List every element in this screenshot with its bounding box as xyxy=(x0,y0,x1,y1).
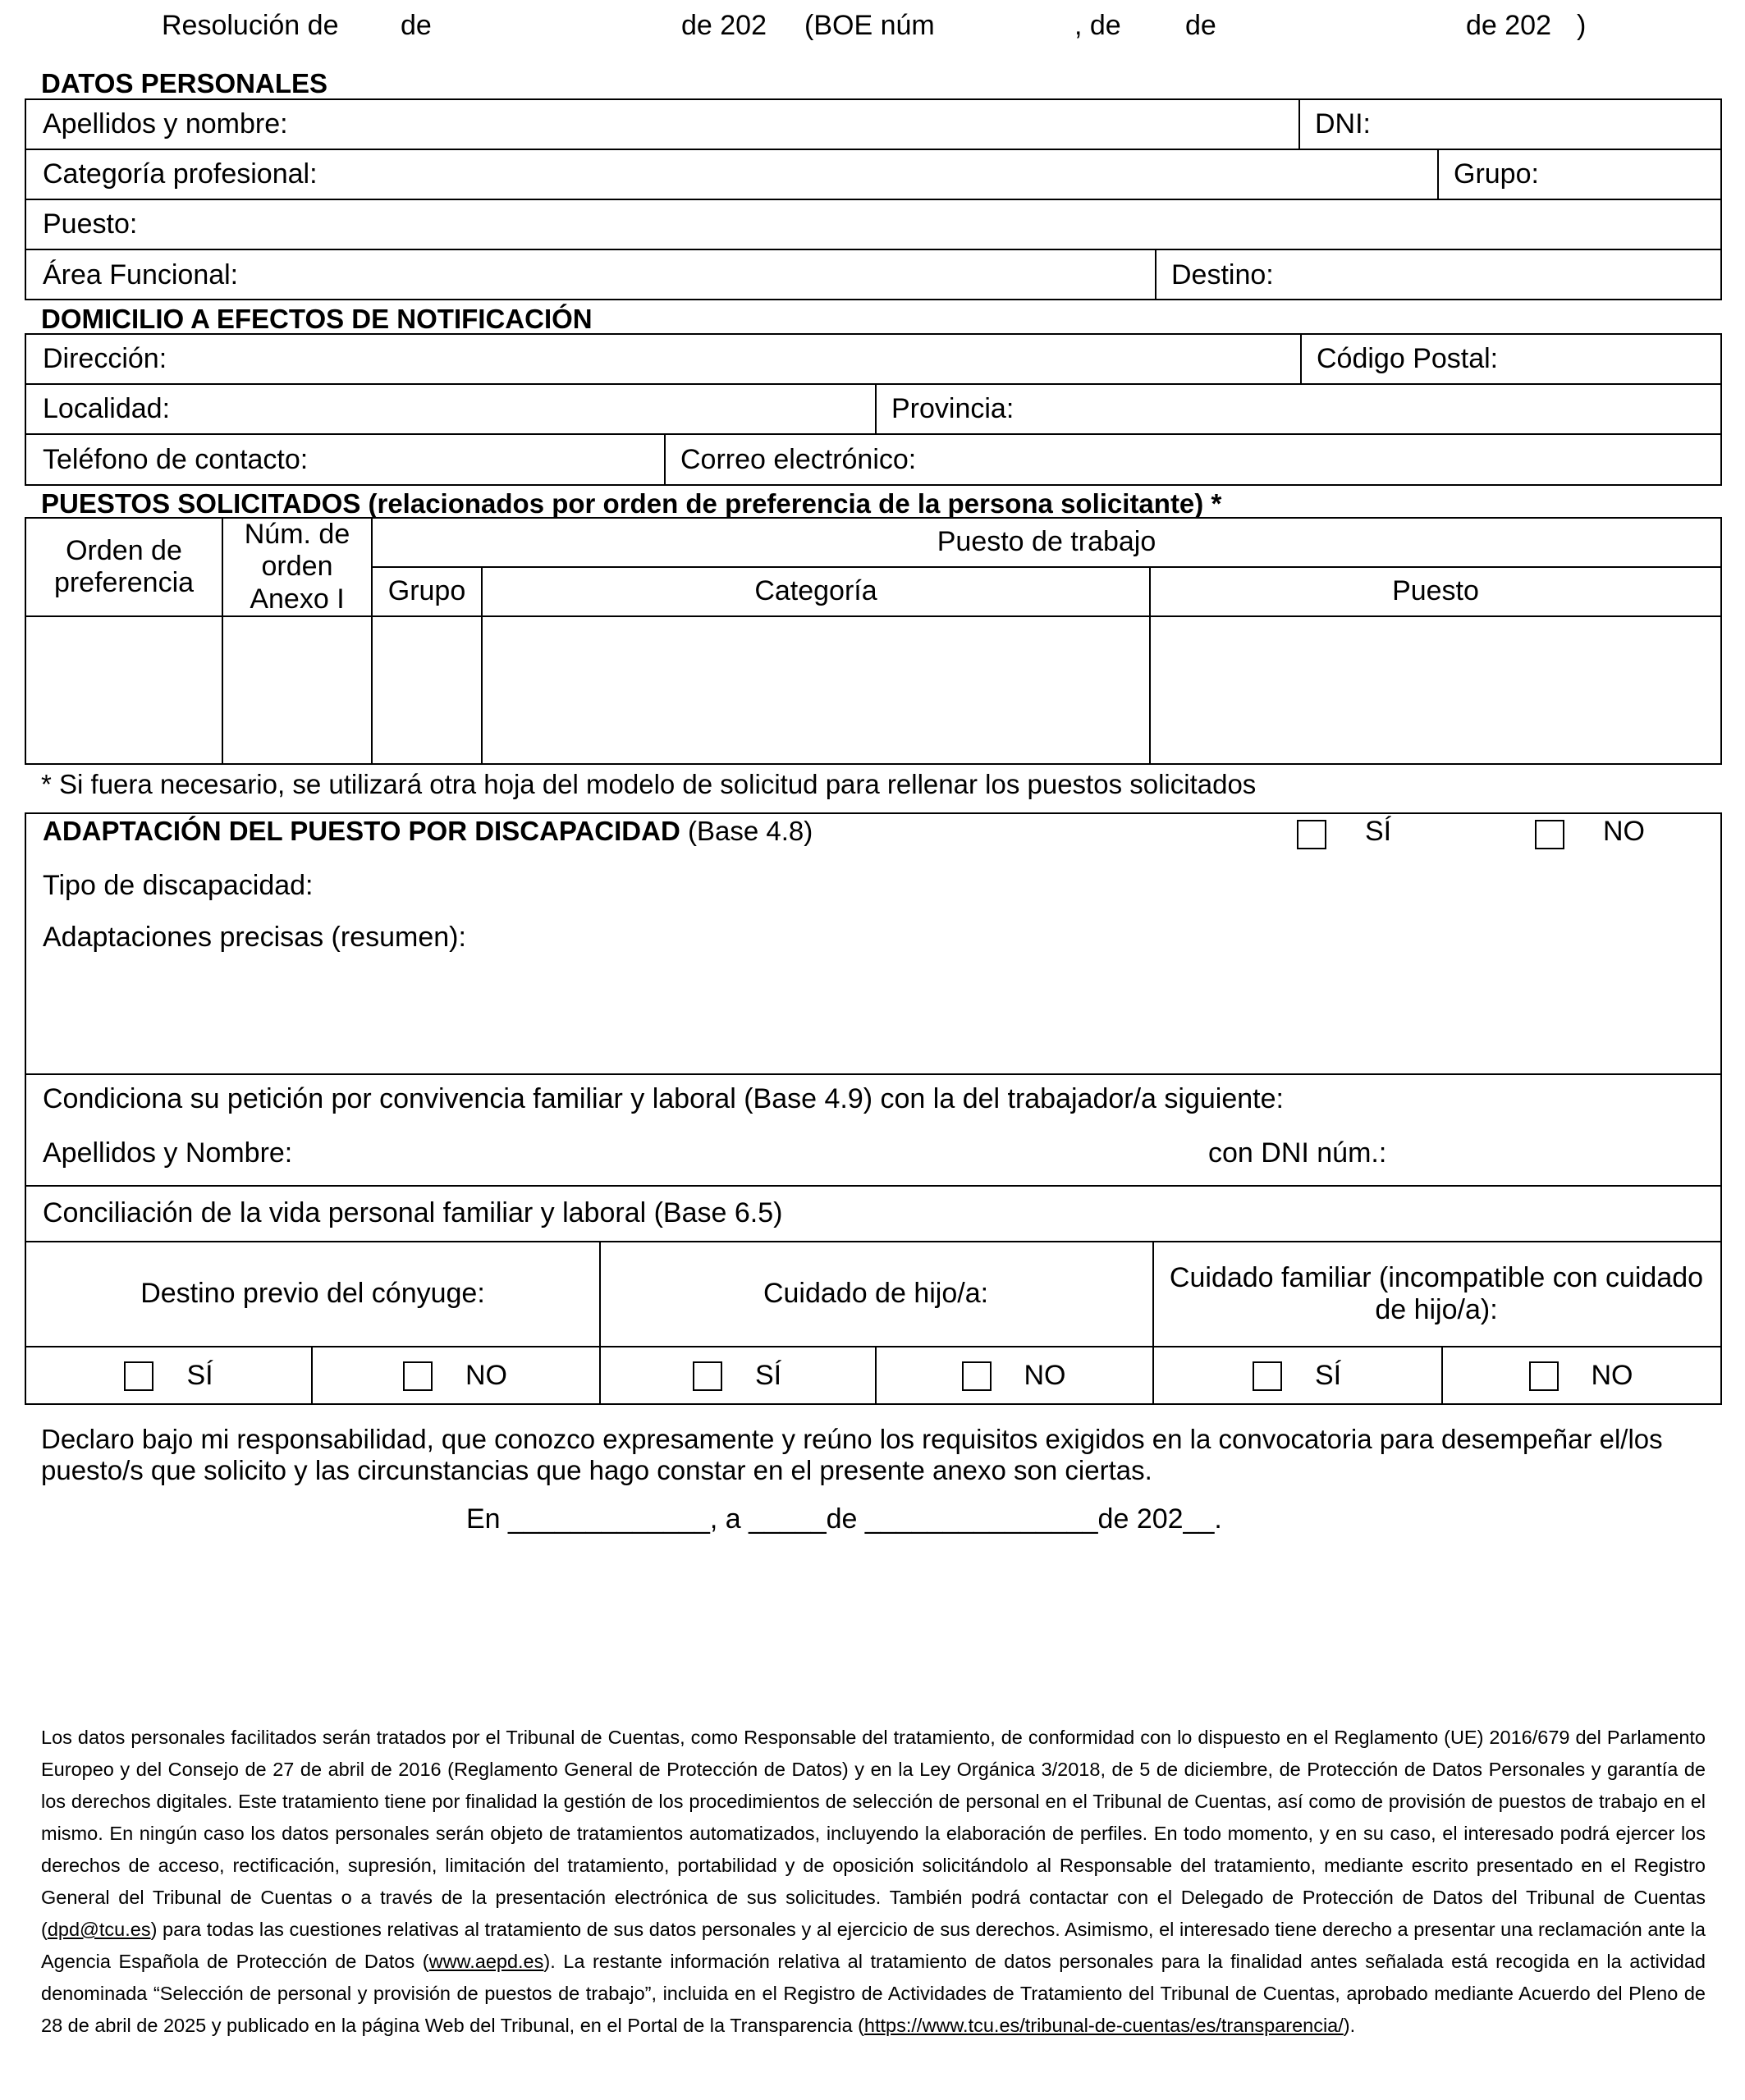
correo-field[interactable] xyxy=(664,435,1720,486)
hijo-no-option[interactable] xyxy=(875,1347,1152,1405)
col-puesto-trabajo-label: Puesto de trabajo xyxy=(937,526,1156,558)
provincia-field[interactable] xyxy=(875,385,1720,433)
cell-grupo[interactable] xyxy=(373,617,483,763)
hijo-si-label: SÍ xyxy=(754,1360,782,1392)
datos-personales-table xyxy=(25,98,1722,300)
conciliacion-cell xyxy=(26,1187,1720,1241)
correo-label: Correo electrónico: xyxy=(680,444,917,476)
conyuge-si-option[interactable] xyxy=(26,1347,311,1405)
col-categoria-label: Categoría xyxy=(754,575,877,607)
condiciona-apellidos-label: Apellidos y Nombre: xyxy=(43,1137,293,1169)
familiar-no-label: NO xyxy=(1591,1360,1633,1392)
header-boe: (BOE núm xyxy=(804,10,935,41)
row-apellidos xyxy=(26,100,1720,150)
destino-conyuge-header xyxy=(26,1242,599,1346)
conyuge-no-label: NO xyxy=(465,1360,507,1392)
header-de-1: de xyxy=(401,10,432,41)
adaptacion-si-label: SÍ xyxy=(1365,816,1392,847)
declaracion-text: Declaro bajo mi responsabilidad, que conozco expresamente y reúno los requisitos exigidos en la convocatoria para desempeñar el/los puesto/s que solicito y las circunstancias que hago constar en el presente anexo son ciertas. xyxy=(41,1424,1663,1485)
privacy-text-1: Los datos personales facilitados serán tratados por el Tribunal de Cuentas, como Responsable del tratamiento, de conformidad con lo dispuesto en el Reglamento (UE) 2016/679 del Parlamento Europeo y del Consejo de 27 de abril de 2016 (Reglamento General de Protección de Datos) y en la Ley Orgánica 3/2018, de 5 de diciembre, de Protección de Datos Personales y garantía de los derechos digitales. Este tratamiento tiene por finalidad la gestión de los procedimientos de selección de personal en el Tribunal de Cuentas, así como de provisión de puestos de trabajo en el mismo. En ningún caso los datos personales serán objeto de tratamientos automatizados, incluyendo la elaboración de perfiles. En todo momento, y en su caso, el interesado podrá ejercer los derechos de acceso, rectificación, supresión, limitación del tratamiento, portabilidad y de oposición solicitándolo al Responsable del tratamiento, mediante escrito presentado en el Registro General del Tribunal de Cuentas o a través de la presentación electrónica de sus solicitudes. También podrá contactar con el Delegado de Protección de Datos del Tribunal de Cuentas ( xyxy=(41,1727,1706,1940)
row-puesto xyxy=(26,200,1720,250)
adaptacion-no-checkbox[interactable] xyxy=(1535,817,1564,849)
direccion-label: Dirección: xyxy=(43,342,167,374)
telefono-field[interactable] xyxy=(26,435,664,486)
cuidado-hijo-label: Cuidado de hijo/a: xyxy=(763,1278,989,1310)
condiciona-label: Condiciona su petición por convivencia familiar y laboral (Base 4.9) con la del trabajador/a siguiente: xyxy=(43,1083,1284,1114)
adaptacion-title xyxy=(43,816,813,847)
privacy-aepd-link[interactable]: www.aepd.es xyxy=(428,1951,544,1972)
header-comma-de: , de xyxy=(1074,10,1121,41)
telefono-label: Teléfono de contacto: xyxy=(43,444,309,476)
header-resolucion: Resolución de xyxy=(162,10,339,41)
row-telefono xyxy=(26,435,1720,486)
direccion-field[interactable] xyxy=(26,335,1300,383)
col-grupo-header xyxy=(373,568,483,617)
privacy-transparency-link[interactable]: https://www.tcu.es/tribunal-de-cuentas/es/transparencia/ xyxy=(863,2015,1344,2036)
dni-label: DNI: xyxy=(1315,108,1371,140)
conciliacion-checkbox-row xyxy=(26,1347,1720,1405)
conciliacion-options-header xyxy=(26,1242,1720,1347)
col-orden-label: Orden de preferencia xyxy=(53,534,195,598)
adaptacion-table xyxy=(25,812,1722,1405)
privacy-text-4: ). xyxy=(1343,2015,1356,2036)
adaptacion-no-label: NO xyxy=(1603,816,1645,847)
codigo-postal-label: Código Postal: xyxy=(1317,342,1499,374)
cuidado-familiar-label: Cuidado familiar (incompatible con cuidado de hijo/a): xyxy=(1169,1261,1704,1325)
hijo-no-checkbox[interactable] xyxy=(962,1361,992,1391)
hijo-si-checkbox[interactable] xyxy=(693,1361,722,1391)
col-categoria-header xyxy=(483,568,1151,617)
codigo-postal-field[interactable] xyxy=(1300,335,1720,383)
destino-conyuge-label: Destino previo del cónyuge: xyxy=(140,1278,485,1310)
hijo-no-label: NO xyxy=(1024,1360,1066,1392)
adaptacion-section xyxy=(26,814,1720,1075)
adaptacion-si-checkbox[interactable] xyxy=(1297,817,1326,849)
familiar-no-checkbox[interactable] xyxy=(1529,1361,1559,1391)
familiar-si-option[interactable] xyxy=(1152,1347,1441,1405)
adaptacion-title-bold: ADAPTACIÓN DEL PUESTO POR DISCAPACIDAD xyxy=(43,816,680,846)
area-field[interactable] xyxy=(26,250,1155,300)
header-de-202-b: de 202 xyxy=(1466,10,1551,41)
col-puesto-trabajo-header xyxy=(373,519,1720,568)
header-de-202-a: de 202 xyxy=(681,10,767,41)
section-title-puestos: PUESTOS SOLICITADOS (relacionados por orden de preferencia de la persona solicitante) * xyxy=(41,488,1222,519)
lugar-fecha-line: En _____________, a _____de _______________de 202__. xyxy=(466,1503,1222,1535)
condiciona-section xyxy=(26,1075,1720,1187)
categoria-field[interactable] xyxy=(26,150,1437,199)
cell-orden[interactable] xyxy=(26,617,223,763)
destino-field[interactable] xyxy=(1155,250,1720,300)
localidad-field[interactable] xyxy=(26,385,875,433)
cuidado-familiar-header xyxy=(1152,1242,1720,1346)
adaptacion-title-base: (Base 4.8) xyxy=(680,816,813,846)
conciliacion-label: Conciliación de la vida personal familiar y laboral (Base 6.5) xyxy=(43,1197,783,1229)
col-grupo-label: Grupo xyxy=(387,575,466,607)
section-title-domicilio: DOMICILIO A EFECTOS DE NOTIFICACIÓN xyxy=(41,304,593,334)
col-num-header xyxy=(223,519,373,617)
provincia-label: Provincia: xyxy=(891,392,1014,424)
apellidos-field[interactable] xyxy=(26,100,1298,149)
privacy-email-link[interactable]: dpd@tcu.es xyxy=(47,1919,151,1940)
puesto-field[interactable] xyxy=(26,200,1720,249)
privacy-text-2: ) para todas las cuestiones relativas al tratamiento de sus datos personales y al ejercicio de sus derechos. Asimismo, el interesado tiene derecho a presentar una reclamación ante la Agencia Española de Protección de Datos ( xyxy=(41,1919,1706,1972)
header-de-2: de xyxy=(1185,10,1216,41)
section-title-datos-personales: DATOS PERSONALES xyxy=(41,68,327,98)
header-close: ) xyxy=(1577,10,1587,41)
col-puesto-header xyxy=(1151,568,1720,617)
row-area xyxy=(26,250,1720,300)
condiciona-dni-label: con DNI núm.: xyxy=(1208,1137,1387,1169)
grupo-field[interactable] xyxy=(1437,150,1720,199)
grupo-label: Grupo: xyxy=(1454,158,1539,190)
tipo-discapacidad-label: Tipo de discapacidad: xyxy=(43,870,314,901)
conyuge-no-option[interactable] xyxy=(311,1347,599,1405)
conyuge-no-checkbox[interactable] xyxy=(403,1361,433,1391)
familiar-si-label: SÍ xyxy=(1314,1360,1342,1392)
area-label: Área Funcional: xyxy=(43,258,239,291)
col-orden-header xyxy=(26,519,223,617)
conyuge-si-checkbox[interactable] xyxy=(124,1361,153,1391)
cell-num[interactable] xyxy=(223,617,373,763)
conciliacion-section xyxy=(26,1187,1720,1242)
destino-label: Destino: xyxy=(1171,258,1274,291)
familiar-no-option[interactable] xyxy=(1441,1347,1720,1405)
privacy-notice xyxy=(41,1722,1706,2042)
localidad-label: Localidad: xyxy=(43,392,171,424)
categoria-label: Categoría profesional: xyxy=(43,158,318,190)
row-localidad xyxy=(26,385,1720,435)
row-direccion xyxy=(26,335,1720,385)
dni-field[interactable] xyxy=(1298,100,1720,149)
domicilio-table xyxy=(25,333,1722,486)
puestos-footnote: * Si fuera necesario, se utilizará otra hoja del modelo de solicitud para rellenar los puestos solicitados xyxy=(41,769,1257,799)
cell-puesto[interactable] xyxy=(1151,617,1720,763)
cuidado-hijo-header xyxy=(599,1242,1152,1346)
puestos-table xyxy=(25,517,1722,765)
row-categoria xyxy=(26,150,1720,200)
apellidos-label: Apellidos y nombre: xyxy=(43,108,288,140)
adaptaciones-label: Adaptaciones precisas (resumen): xyxy=(43,922,466,953)
familiar-si-checkbox[interactable] xyxy=(1253,1361,1282,1391)
cell-categoria[interactable] xyxy=(483,617,1151,763)
col-puesto-label: Puesto xyxy=(1392,575,1479,607)
privacy-text-3: ). La restante información relativa al tratamiento de datos personales para la finalidad antes señalada está recogida en la actividad denominada “Selección de personal y provisión de puestos de trabajo”, incluida en el Registro de Actividades de Tratamiento del Tribunal de Cuentas, aprobado mediante Acuerdo del Pleno de 28 de abril de 2025 y publicado en la página Web del Tribunal, en el Portal de la Transparencia ( xyxy=(41,1951,1706,2036)
col-num-label: Núm. de orden Anexo I xyxy=(244,519,350,615)
hijo-si-option[interactable] xyxy=(599,1347,875,1405)
puesto-label: Puesto: xyxy=(43,208,138,240)
conyuge-si-label: SÍ xyxy=(186,1360,213,1392)
